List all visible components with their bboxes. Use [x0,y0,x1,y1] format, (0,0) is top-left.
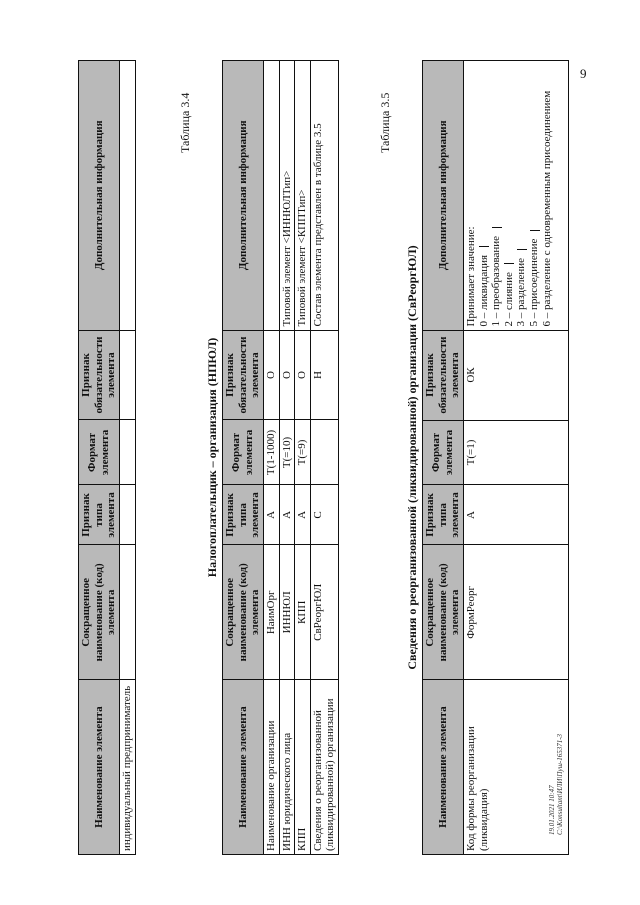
rotated-page [60,45,565,875]
cell: Код формы реорганизации (ликвидация) [463,680,568,855]
table-continuation [78,60,136,855]
cell [263,61,279,331]
cell [119,420,135,485]
table-row [310,61,338,855]
col-header: Признак типа элемента [79,485,120,545]
stamp-line: С:\Konsultant\ИЛИ\Пуш-165371-3 [556,733,565,835]
marker-bar [517,249,527,250]
table-row [295,61,311,855]
cell: СвРеоргЮЛ [310,545,338,680]
table-row [263,61,279,855]
cell: А [263,485,279,545]
cell [119,545,135,680]
table-row [119,61,135,855]
cell: НаимОрг [263,545,279,680]
cell: А [295,485,311,545]
cell: С [310,485,338,545]
document-stamp [548,734,565,835]
marker-bar [530,230,540,231]
table-title-3-4: Налогоплательщик – организация (НПЮЛ) [205,337,219,578]
col-header: Сокращенное наименование (код) элемента [423,545,464,680]
table-header-row [223,61,264,855]
cell: Типовой элемент <ИННЮЛТип> [279,61,295,331]
page-number: 9 [580,66,587,81]
table-3-4 [222,60,339,855]
col-header: Наименование элемента [423,680,464,855]
info-line: Принимает значение: [464,226,477,327]
cell [119,485,135,545]
col-header: Признак типа элемента [223,485,264,545]
cell: Сведения о реорганизованной (ликвидированной) организации [310,680,338,855]
marker-bar [479,246,489,247]
col-header: Признак типа элемента [423,485,464,545]
cell: Наименование организации [263,680,279,855]
cell: Н [310,330,338,420]
table-row [279,61,295,855]
info-line: 2 – слияние [503,64,516,327]
table-title-3-5: Сведения о реорганизованной (ликвидированной) организации (СвРеоргЮЛ) [405,245,419,670]
cell [119,330,135,420]
col-header: Формат элемента [423,420,464,485]
cell-info [463,61,568,331]
cell: Типовой элемент <КППТип> [295,61,311,331]
table-3-5 [422,60,569,855]
cell: T(=1) [463,420,568,485]
col-header: Сокращенное наименование (код) элемента [79,545,120,680]
cell: T(=10) [279,420,295,485]
table-header-row [423,61,464,855]
table-caption-3-4: Таблица 3.4 [178,92,192,153]
cell: ИНН юридического лица [279,680,295,855]
col-header: Признак обязательности элемента [423,330,464,420]
col-header: Наименование элемента [223,680,264,855]
cell: T(1-1000) [263,420,279,485]
col-header: Формат элемента [79,420,120,485]
cell: О [263,330,279,420]
cell [119,61,135,331]
info-line: 1 – преобразование [490,64,503,327]
info-line: 3 – разделение [515,64,528,327]
cell: T(=9) [295,420,311,485]
cell: О [295,330,311,420]
marker-bar [504,263,514,264]
cell: КПП [295,545,311,680]
col-header: Признак обязательности элемента [79,330,120,420]
col-header: Дополнительная информация [79,61,120,331]
cell: А [463,485,568,545]
col-header: Признак обязательности элемента [223,330,264,420]
cell: ИННЮЛ [279,545,295,680]
info-line: 5 – присоединение [528,64,541,327]
cell: А [279,485,295,545]
info-line: 6 – разделение с одновременным присоединением [540,90,553,327]
col-header: Наименование элемента [79,680,120,855]
cell: Состав элемента представлен в таблице 3.5 [310,61,338,331]
cell [310,420,338,485]
table-caption-3-5: Таблица 3.5 [378,92,392,153]
info-line: 0 – ликвидация [478,64,491,327]
col-header: Дополнительная информация [423,61,464,331]
col-header: Формат элемента [223,420,264,485]
col-header: Дополнительная информация [223,61,264,331]
col-header: Сокращенное наименование (код) элемента [223,545,264,680]
stamp-line: 19.01.2021 10:47 [548,785,556,835]
cell: ОК [463,330,568,420]
cell: О [279,330,295,420]
cell: индивидуальный предприниматель [119,680,135,855]
cell: ФормРеорг [463,545,568,680]
table-header-row [79,61,120,855]
marker-bar [492,227,502,228]
cell: КПП [295,680,311,855]
